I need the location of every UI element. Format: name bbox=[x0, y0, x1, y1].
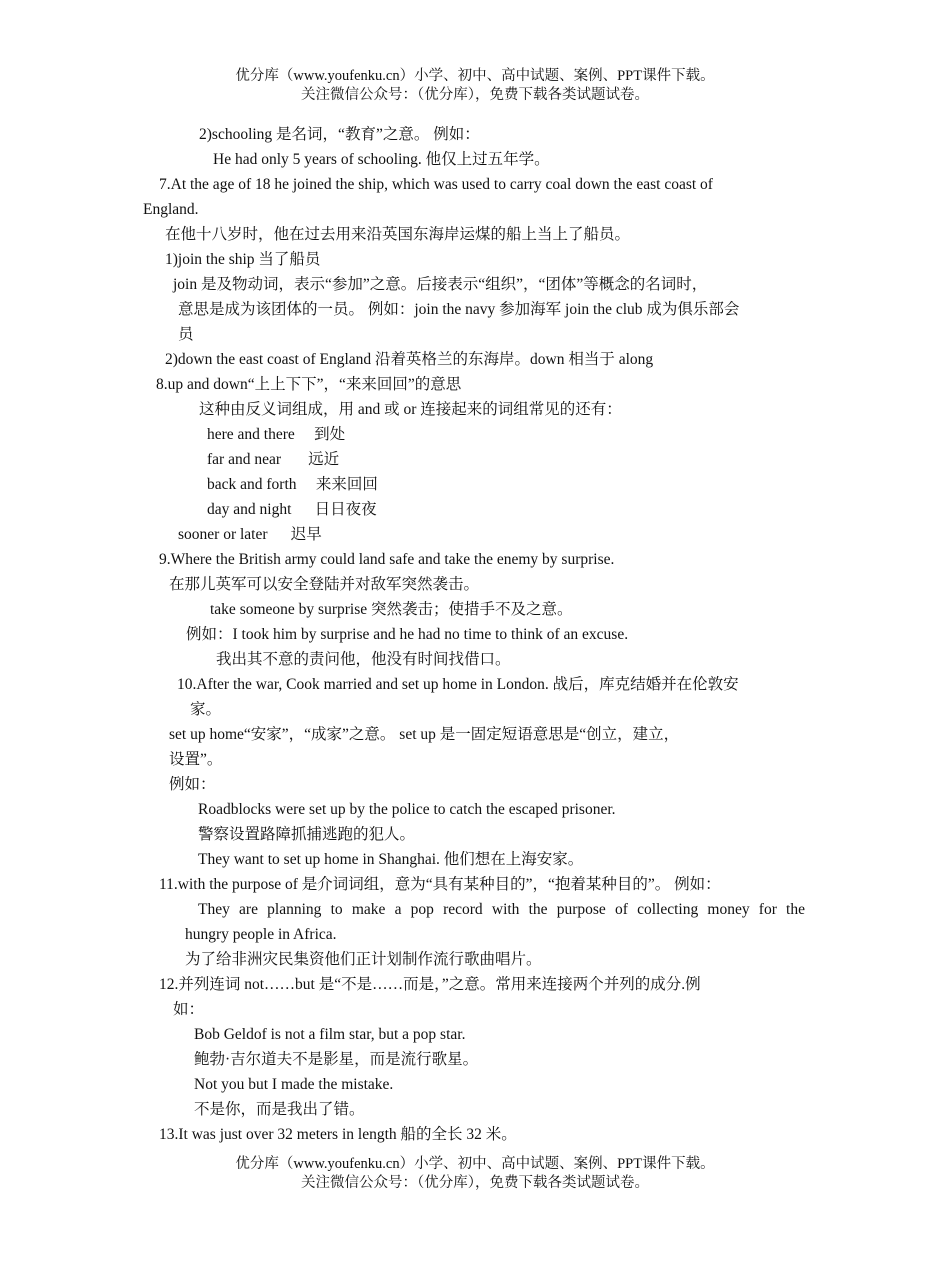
text-line: hungry people in Africa. bbox=[185, 926, 337, 943]
text-line: far and near 远近 bbox=[207, 451, 340, 468]
text-line: 9.Where the British army could land safe and take the enemy by surprise. bbox=[159, 551, 615, 568]
text-line: 2)down the east coast of England 沿着英格兰的东海岸。down 相当于 along bbox=[165, 351, 654, 368]
text-line: 1)join the ship 当了船员 bbox=[165, 251, 321, 268]
text-line: take someone by surprise 突然袭击；使措手不及之意。 bbox=[210, 601, 573, 618]
text-line: back and forth 来来回回 bbox=[207, 476, 378, 493]
text-line: day and night 日日夜夜 bbox=[207, 501, 377, 518]
text-line: 这种由反义词组成，用 and 或 or 连接起来的词组常见的还有： bbox=[199, 401, 622, 418]
text-line: 在那儿英军可以安全登陆并对敌军突然袭击。 bbox=[169, 576, 480, 593]
text-line: here and there 到处 bbox=[207, 426, 346, 443]
text-line: 13.It was just over 32 meters in length 船的全长 32 米。 bbox=[159, 1126, 517, 1143]
text-line: 在他十八岁时，他在过去用来沿英国东海岸运煤的船上当上了船员。 bbox=[165, 226, 631, 243]
text-line: He had only 5 years of schooling. 他仅上过五年学。 bbox=[213, 151, 550, 168]
page-footer-line-1: 优分库（www.youfenku.cn）小学、初中、高中试题、案例、PPT课件下载。 bbox=[235, 1156, 715, 1172]
text-line: 12.并列连词 not……but 是“不是……而是，”之意。常用来连接两个并列的成分.例 bbox=[159, 976, 701, 993]
page-footer-line-2: 关注微信公众号：（优分库），免费下载各类试题试卷。 bbox=[301, 1175, 649, 1191]
page-header-line-1: 优分库（www.youfenku.cn）小学、初中、高中试题、案例、PPT课件下载。 bbox=[235, 68, 715, 84]
text-line: 10.After the war, Cook married and set up home in London. 战后，库克结婚并在伦敦安 bbox=[177, 676, 739, 693]
text-line: Roadblocks were set up by the police to catch the escaped prisoner. bbox=[198, 801, 616, 818]
text-line: 我出其不意的责问他，他没有时间找借口。 bbox=[216, 651, 511, 668]
text-line: 例如： bbox=[169, 776, 216, 793]
text-line: 警察设置路障抓捕逃跑的犯人。 bbox=[198, 826, 416, 843]
text-line: 为了给非洲灾民集资他们正计划制作流行歌曲唱片。 bbox=[185, 951, 542, 968]
text-line: They are planning to make a pop record with the purpose of collecting money for the bbox=[198, 901, 805, 918]
text-line: 8.up and down“上上下下”，“来来回回”的意思 bbox=[156, 376, 462, 393]
text-line: 11.with the purpose of 是介词词组，意为“具有某种目的”，“抱着某种目的”。 例如： bbox=[159, 876, 721, 893]
text-line: 家。 bbox=[190, 701, 222, 718]
text-line: set up home“安家”，“成家”之意。 set up 是一固定短语意思是“创立，建立， bbox=[169, 726, 680, 743]
text-line: sooner or later 迟早 bbox=[178, 526, 322, 543]
text-line: They want to set up home in Shanghai. 他们想在上海安家。 bbox=[198, 851, 584, 868]
text-line: 不是你，而是我出了错。 bbox=[194, 1101, 365, 1118]
text-line: Not you but I made the mistake. bbox=[194, 1076, 394, 1093]
page-header-line-2: 关注微信公众号：（优分库），免费下载各类试题试卷。 bbox=[301, 87, 649, 103]
text-line: Bob Geldof is not a film star, but a pop star. bbox=[194, 1026, 466, 1043]
text-line: 鲍勃·吉尔道夫不是影星，而是流行歌星。 bbox=[194, 1051, 479, 1068]
text-line: 7.At the age of 18 he joined the ship, which was used to carry coal down the east coast of bbox=[159, 176, 713, 193]
text-line: 例如：I took him by surprise and he had no time to think of an excuse. bbox=[186, 626, 629, 643]
text-line: 意思是成为该团体的一员。 例如：join the navy 参加海军 join the club 成为俱乐部会 bbox=[178, 301, 740, 318]
text-line: join 是及物动词，表示“参加”之意。后接表示“组织”，“团体”等概念的名词时， bbox=[173, 276, 708, 293]
text-line: England. bbox=[143, 201, 199, 218]
text-line: 如： bbox=[173, 1001, 205, 1018]
text-line: 员 bbox=[178, 326, 194, 343]
text-line: 2)schooling 是名词，“教育”之意。 例如： bbox=[199, 126, 480, 143]
text-line: 设置”。 bbox=[169, 751, 223, 768]
